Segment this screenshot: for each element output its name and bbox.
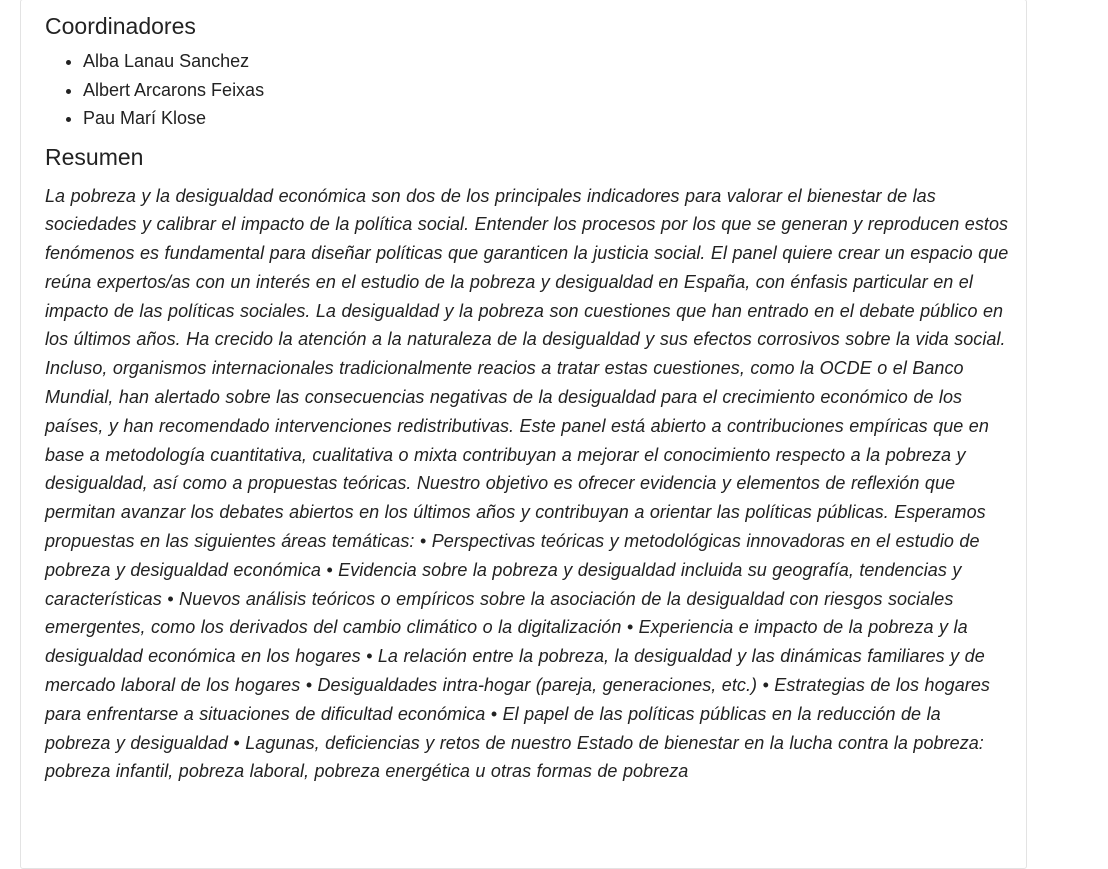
summary-text: La pobreza y la desigualdad económica son dos de los principales indicadores para valorar el bienestar de las sociedades y calibrar el impacto de la política social. Entender los procesos por los que se generan y reproducen estos fenómenos es fundamental para diseñar políticas que garanticen la justicia social. El panel quiere crear un espacio que reúna expertos/as con un interés en el estudio de la pobreza y desigualdad en España, con énfasis particular en el impacto de las políticas sociales. La desigualdad y la pobreza son cuestiones que han entrado en el debate público en los últimos años. Ha crecido la atención a la naturaleza de la desigualdad y sus efectos corrosivos sobre la vida social. Incluso, organismos internacionales tradicionalmente reacios a tratar estas cuestiones, como la OCDE o el Banco Mundial, han alertado sobre las consecuencias negativas de la desigualdad para el crecimiento económico de los países, y han recomendado intervenciones redistributivas. Este panel está abierto a contribuciones empíricas que en base a metodología cuantitativa, cualitativa o mixta contribuyan a mejorar el conocimiento respecto a la pobreza y desigualdad, así como a propuestas teóricas. Nuestro objetivo es ofrecer evidencia y elementos de reflexión que permitan avanzar los debates abiertos en los últimos años y contribuyan a orientar las políticas públicas. Esperamos propuestas en las siguientes áreas temáticas: • Perspectivas teóricas y metodológicas innovadoras en el estudio de pobreza y desigualdad económica • Evidencia sobre la pobreza y desigualdad incluida su geografía, tendencias y características • Nuevos análisis teóricos o empíricos sobre la asociación de la desigualdad con riesgos sociales emergentes, como los derivados del cambio climático o la digitalización • Experiencia e impacto de la pobreza y la desigualdad económica en los hogares • La relación entre la pobreza, la desigualdad y las dinámicas familiares y de mercado laboral de los hogares • Desigualdades intra-hogar (pareja, generaciones, etc.) • Estrategias de los hogares para enfrentarse a situaciones de dificultad económica • El papel de las políticas públicas en la reducción de la pobreza y desigualdad • Lagunas, deficiencias y retos de nuestro Estado de bienestar en la lucha contra la pobreza: pobreza infantil, pobreza laboral, pobreza energética u otras formas de pobreza: [45, 185, 1009, 782]
content-panel: [20, 0, 1027, 869]
coordinator-item: • Albert Arcarons Feixas: [83, 76, 1011, 105]
coordinators-heading: Coordinadores: [45, 13, 196, 39]
panel-body: [45, 0, 1011, 786]
coordinators-list: [45, 47, 1011, 133]
coordinator-item: • Pau Marí Klose: [83, 104, 1011, 133]
coordinator-item: • Alba Lanau Sanchez: [83, 47, 1011, 76]
summary-heading: Resumen: [45, 143, 144, 170]
